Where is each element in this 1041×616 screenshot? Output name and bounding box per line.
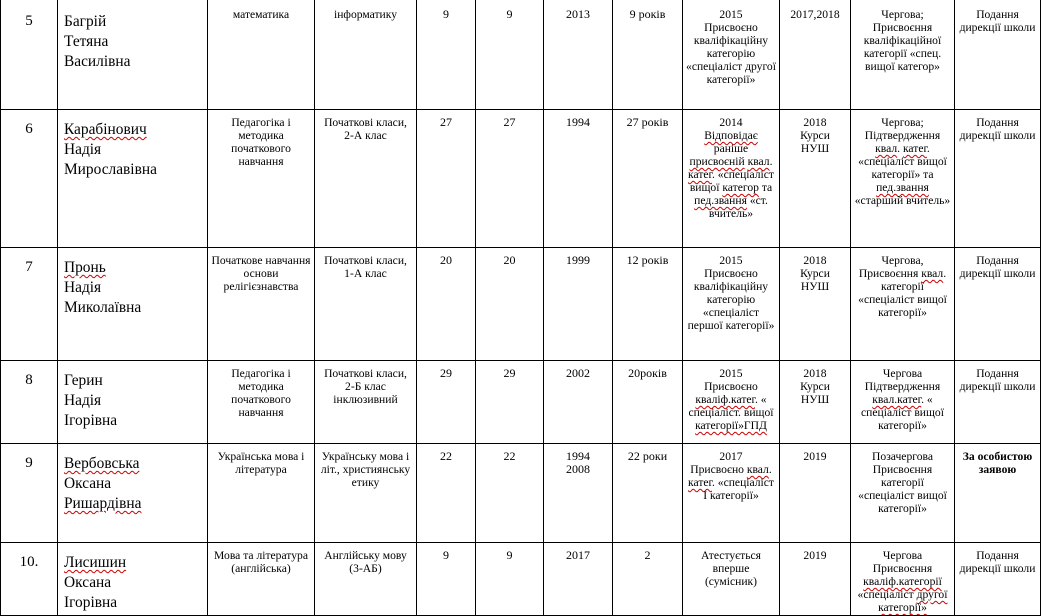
surname: Лисишин xyxy=(64,554,127,571)
experience-cell: 2 xyxy=(613,543,683,616)
year-cell: 2013 xyxy=(544,0,613,110)
surname: Пронь xyxy=(64,259,106,276)
discipline-cell: Педагогіка і методика початкового навчання xyxy=(208,361,315,444)
experience-cell: 22 роки xyxy=(613,444,683,543)
pedagogical-experience-cell: 27 xyxy=(476,110,544,248)
experience-cell: 20років xyxy=(613,361,683,444)
first-name: Тетяна xyxy=(64,33,109,50)
experience-cell: 27 років xyxy=(613,110,683,248)
table-row xyxy=(1,248,1041,361)
patronymic: Ігорівна xyxy=(64,412,118,429)
table-row xyxy=(1,543,1041,616)
surname: Герин xyxy=(64,372,103,389)
teaches-cell: Українську мова і літ., християнську етику xyxy=(315,444,417,543)
current-attestation-cell: Чергова Присвоєння кваліф.категорії «спеціаліст другої категорії» xyxy=(851,543,955,616)
row-number: 5 xyxy=(1,0,58,110)
first-name: Оксана xyxy=(64,475,112,492)
basis-cell: Подання дирекції школи xyxy=(955,248,1041,361)
courses-cell: 2017,2018 xyxy=(780,0,851,110)
prev-year: 2015 xyxy=(719,8,743,21)
previous-attestation-cell xyxy=(683,0,780,110)
courses-cell: 2018 Курси НУШ xyxy=(780,248,851,361)
patronymic: Миколаївна xyxy=(64,299,142,316)
surname: Вербовська xyxy=(64,455,140,472)
previous-attestation-cell: 2015 Присвоєно кваліф.катег. « спеціаліст. вищої категорії»ГПД xyxy=(683,361,780,444)
row-number: 9 xyxy=(1,444,58,543)
courses-cell: 2018 Курси НУШ xyxy=(780,110,851,248)
teacher-name-cell xyxy=(58,444,208,543)
first-name: Оксана xyxy=(64,574,112,591)
pedagogical-experience-cell: 29 xyxy=(476,361,544,444)
pedagogical-experience-cell: 20 xyxy=(476,248,544,361)
teaches-cell: Початкові класи, 2-Б клас інклюзивний xyxy=(315,361,417,444)
year-cell: 2017 xyxy=(544,543,613,616)
previous-attestation-cell: 2014 Відповідає раніше присвоєній квал. катег. «спеціаліст вищої категор та пед.звання «ст. вчитель» xyxy=(683,110,780,248)
year-cell: 1994 xyxy=(544,110,613,248)
courses-cell: 2018 Курси НУШ xyxy=(780,361,851,444)
discipline-cell: математика xyxy=(208,0,315,110)
basis-cell: Подання дирекції школи xyxy=(955,110,1041,248)
table-row xyxy=(1,0,1041,110)
table-row xyxy=(1,361,1041,444)
basis-cell: Подання дирекції школи xyxy=(955,0,1041,110)
prev-text: Присвоєно кваліфікаційну категорію «спеціаліст другої категорії» xyxy=(686,21,776,86)
teacher-name-cell xyxy=(58,248,208,361)
first-name: Надія xyxy=(64,279,102,296)
patronymic: Ігорівна xyxy=(64,594,118,611)
current-attestation-cell: Чергова; Присвоєння кваліфікаційної категорії «спец. вищої категор» xyxy=(851,0,955,110)
current-attestation-cell: Чергова Підтвердження квал.катег. « спеціаліст вищої категорії» xyxy=(851,361,955,444)
discipline-cell: Початкове навчання основи релігієзнавства xyxy=(208,248,315,361)
discipline-cell: Мова та література (англійська) xyxy=(208,543,315,616)
total-experience-cell: 29 xyxy=(417,361,476,444)
experience-cell: 9 років xyxy=(613,0,683,110)
courses-cell: 2019 xyxy=(780,444,851,543)
row-number: 6 xyxy=(1,110,58,248)
teacher-name-cell xyxy=(58,0,208,110)
surname: Багрій xyxy=(64,13,107,30)
table-row xyxy=(1,444,1041,543)
patronymic: Ришардівна xyxy=(64,495,142,512)
first-name: Надія xyxy=(64,141,102,158)
discipline-cell: Педагогіка і методика початкового навчання xyxy=(208,110,315,248)
teaches-cell: інформатику xyxy=(315,0,417,110)
previous-attestation-cell: Атестується вперше (сумісник) xyxy=(683,543,780,616)
basis-cell: Подання дирекції школи xyxy=(955,361,1041,444)
teaches-cell: Англійську мову (3-АБ) xyxy=(315,543,417,616)
basis-cell: За особистою заявою xyxy=(955,444,1041,543)
experience-cell: 12 років xyxy=(613,248,683,361)
previous-attestation-cell: 2017 Присвоєно квал. катег. «спеціаліст І категорії» xyxy=(683,444,780,543)
pedagogical-experience-cell: 22 xyxy=(476,444,544,543)
total-experience-cell: 22 xyxy=(417,444,476,543)
pedagogical-experience-cell: 9 xyxy=(476,543,544,616)
current-attestation-cell: Позачергова Присвоєння категорії «спеціаліст вищої категорії» xyxy=(851,444,955,543)
year-cell: 1994 2008 xyxy=(544,444,613,543)
row-number: 7 xyxy=(1,248,58,361)
year-cell: 1999 xyxy=(544,248,613,361)
current-attestation-cell: Чергова, Присвоєння квал. категорії «спеціаліст вищої категорії» xyxy=(851,248,955,361)
teacher-name-cell xyxy=(58,543,208,616)
pedagogical-experience-cell: 9 xyxy=(476,0,544,110)
patronymic: Мирославівна xyxy=(64,161,157,178)
total-experience-cell: 9 xyxy=(417,0,476,110)
total-experience-cell: 20 xyxy=(417,248,476,361)
current-attestation-cell: Чергова; Підтвердження квал. катег. «спеціаліст вищої категорії» та пед.звання «старший вчитель» xyxy=(851,110,955,248)
row-number: 10. xyxy=(1,543,58,616)
year-cell: 2002 xyxy=(544,361,613,444)
total-experience-cell: 27 xyxy=(417,110,476,248)
row-number: 8 xyxy=(1,361,58,444)
teaches-cell: Початкові класи, 1-А клас xyxy=(315,248,417,361)
teaches-cell: Початкові класи, 2-А клас xyxy=(315,110,417,248)
teacher-name-cell xyxy=(58,110,208,248)
total-experience-cell: 9 xyxy=(417,543,476,616)
surname: Карабінович xyxy=(64,121,147,138)
basis-cell: Подання дирекції школи xyxy=(955,543,1041,616)
teacher-name-cell xyxy=(58,361,208,444)
table-row xyxy=(1,110,1041,248)
discipline-cell: Українська мова і література xyxy=(208,444,315,543)
courses-cell: 2019 xyxy=(780,543,851,616)
patronymic: Василівна xyxy=(64,53,131,70)
previous-attestation-cell: 2015 Присвоєно кваліфікаційну категорію «спеціаліст першої категорії» xyxy=(683,248,780,361)
first-name: Надія xyxy=(64,392,102,409)
